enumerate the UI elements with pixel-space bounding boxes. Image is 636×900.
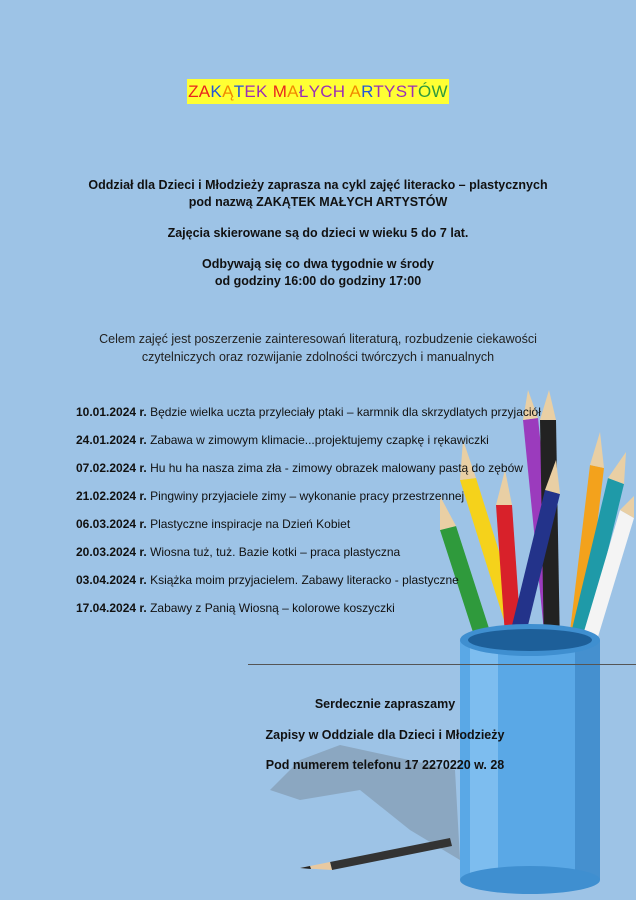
title-part: A xyxy=(287,82,299,101)
schedule-info-line1: Odbywają się co dwa tygodnie w środy xyxy=(201,257,434,271)
title-part: ŁYCH xyxy=(298,82,350,101)
intro-line1: Oddział dla Dzieci i Młodzieży zaprasza na cykl zajęć literacko – plastycznych xyxy=(88,178,548,192)
event-description: Będzie wielka uczta przyleciały ptaki – karmnik dla skrzydlatych przyjaciół xyxy=(146,405,541,419)
schedule-info-line2: od godziny 16:00 do godziny 17:00 xyxy=(214,274,422,288)
event-description: Książka moim przyjacielem. Zabawy literacko - plastyczne xyxy=(146,573,459,587)
event-description: Wiosna tuż, tuż. Bazie kotki – praca plastyczna xyxy=(146,545,401,559)
title-part: R xyxy=(361,82,374,101)
footer-greeting: Serdecznie zapraszamy xyxy=(314,697,456,711)
intro-line2: pod nazwą ZAKĄTEK MAŁYCH ARTYSTÓW xyxy=(188,195,448,209)
event-date: 20.03.2024 r. xyxy=(76,545,147,559)
title-part: K xyxy=(210,82,223,101)
loose-pencil-icon xyxy=(300,838,452,870)
event-date: 21.02.2024 r. xyxy=(76,489,147,503)
event-description: Zabawy z Panią Wiosną – kolorowe koszyczki xyxy=(146,601,395,615)
footer-phone: Pod numerem telefonu 17 2270220 w. 28 xyxy=(265,758,505,772)
list-item xyxy=(76,571,556,589)
goal-text xyxy=(40,330,596,366)
goal-line2: czytelniczych oraz rozwijanie zdolności twórczych i manualnych xyxy=(141,350,495,364)
list-item xyxy=(76,515,556,533)
title-part: ÓW xyxy=(418,82,448,101)
list-item xyxy=(76,487,556,505)
list-item xyxy=(76,543,556,561)
title-part: M xyxy=(272,82,288,101)
schedule-list xyxy=(76,403,556,627)
event-description: Pingwiny przyjaciele zimy – wykonanie pracy przestrzennej xyxy=(146,489,465,503)
page-title xyxy=(187,79,449,104)
event-description: Hu hu ha nasza zima zła - zimowy obrazek malowany pastą do zębów xyxy=(146,461,523,475)
divider xyxy=(248,664,636,665)
event-date: 07.02.2024 r. xyxy=(76,461,147,475)
list-item xyxy=(76,431,556,449)
list-item xyxy=(76,599,556,617)
event-description: Zabawa w zimowym klimacie...projektujemy czapkę i rękawiczki xyxy=(146,433,489,447)
title-part: Ą xyxy=(222,82,234,101)
title-part: TYST xyxy=(373,82,419,101)
title-part: EK xyxy=(244,82,273,101)
list-item xyxy=(76,459,556,477)
goal-line1: Celem zajęć jest poszerzenie zainteresowań literaturą, rozbudzenie ciekawości xyxy=(99,332,537,346)
age-info: Zajęcia skierowane są do dzieci w wieku 5 do 7 lat. xyxy=(167,226,469,240)
title-part: T xyxy=(233,82,245,101)
list-item xyxy=(76,403,556,421)
title-part: ZA xyxy=(188,82,211,101)
event-date: 10.01.2024 r. xyxy=(76,405,147,419)
footer-signup: Zapisy w Oddziale dla Dzieci i Młodzieży xyxy=(265,728,505,742)
event-date: 17.04.2024 r. xyxy=(76,601,147,615)
event-date: 03.04.2024 r. xyxy=(76,573,147,587)
title-part: A xyxy=(349,82,362,101)
event-date: 24.01.2024 r. xyxy=(76,433,147,447)
event-description: Plastyczne inspiracje na Dzień Kobiet xyxy=(146,517,351,531)
event-date: 06.03.2024 r. xyxy=(76,517,147,531)
